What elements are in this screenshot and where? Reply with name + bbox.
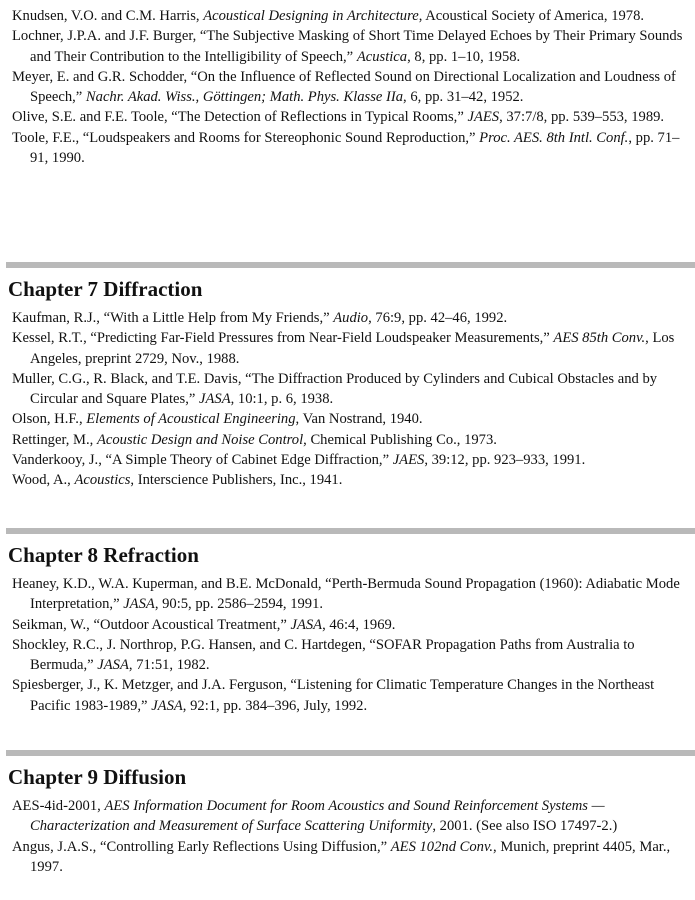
reference-title-italic: Acoustics <box>74 472 131 489</box>
reference-text: , Chemical Publishing Co., 1973. <box>303 431 497 448</box>
reference-text: , 37:7/8, pp. 539–553, 1989. <box>499 109 665 126</box>
references-continued <box>0 6 695 168</box>
reference-title-italic: JAES <box>392 452 425 469</box>
reference-text: Kaufman, R.J., “With a Little Help from My Friends,” <box>12 310 334 326</box>
reference-text: , 71:51, 1982. <box>128 657 210 674</box>
reference-title-italic: AES 85th Conv. <box>553 330 646 347</box>
chapter-7-section <box>0 276 695 491</box>
reference-text: , 92:1, pp. 384–396, July, 1992. <box>182 697 368 714</box>
reference-entry <box>6 67 691 108</box>
reference-title-italic: JASA <box>123 596 155 613</box>
reference-title-italic: Acoustic Design and Noise Control <box>96 431 304 448</box>
reference-entry <box>6 615 691 635</box>
chapter-9-heading: Chapter 9 Diffusion <box>8 765 187 789</box>
reference-entry <box>6 328 691 369</box>
reference-title-italic: AES Information Document for Room Acoustics and Sound Reinforcement Systems —Characterization and Measurement of Surface Scattering Uniformity <box>30 798 605 835</box>
reference-title-italic: JASA <box>290 616 323 633</box>
reference-text: , 10:1, p. 6, 1938. <box>230 391 334 408</box>
reference-text: , 2001. (See also ISO 17497-2.) <box>432 818 618 835</box>
reference-title-italic: AES 102nd Conv. <box>390 838 494 855</box>
reference-entry <box>6 574 691 615</box>
reference-title-italic: Audio <box>333 310 369 326</box>
reference-text: AES-4id-2001, <box>12 798 105 814</box>
reference-text: Muller, C.G., R. Black, and T.E. Davis, “The Diffraction Produced by Cylinders and Cubical Obstacles and by Circular and Square Plates,” <box>12 370 658 408</box>
reference-entry <box>6 6 691 26</box>
chapter-8-heading: Chapter 8 Refraction <box>8 543 199 567</box>
reference-title-italic: Acustica <box>356 48 408 65</box>
reference-entry <box>6 107 691 127</box>
chapter-9-section <box>0 764 695 877</box>
reference-text: Toole, F.E., “Loudspeakers and Rooms for Stereophonic Sound Reproduction,” <box>12 129 480 146</box>
reference-text: Seikman, W., “Outdoor Acoustical Treatment,” <box>12 616 291 633</box>
section-divider <box>6 262 695 268</box>
reference-text: Shockley, R.C., J. Northrop, P.G. Hansen, and C. Hartdegen, “SOFAR Propagation Paths from Australia to Bermuda,” <box>12 636 635 674</box>
reference-entry <box>6 675 691 716</box>
reference-text: Olson, H.F., <box>12 411 87 428</box>
reference-entry <box>6 26 691 67</box>
reference-entry <box>6 837 691 878</box>
reference-title-italic: Acoustical Designing in Architecture <box>203 8 419 24</box>
reference-entry <box>6 450 691 470</box>
reference-list <box>0 574 695 716</box>
reference-text: Angus, J.A.S., “Controlling Early Reflections Using Diffusion,” <box>12 838 391 855</box>
reference-text: Meyer, E. and G.R. Schodder, “On the Influence of Reflected Sound on Directional Localization and Loudness of Speech,” <box>12 68 676 106</box>
reference-entry <box>6 796 691 837</box>
reference-title-italic: JASA <box>199 391 231 408</box>
reference-entry <box>6 635 691 676</box>
reference-text: , Acoustical Society of America, 1978. <box>418 8 645 24</box>
reference-text: , 76:9, pp. 42–46, 1992. <box>368 310 508 326</box>
chapter-7-heading: Chapter 7 Diffraction <box>8 277 203 301</box>
reference-entry <box>6 430 691 450</box>
reference-entry <box>6 128 691 169</box>
reference-text: Olive, S.E. and F.E. Toole, “The Detection of Reflections in Typical Rooms,” <box>12 109 468 126</box>
section-divider <box>6 750 695 756</box>
reference-entry <box>6 409 691 429</box>
reference-text: , Los Angeles, preprint 2729, Nov., 1988. <box>30 330 675 367</box>
chapter-8-section <box>0 542 695 716</box>
reference-text: , 6, pp. 31–42, 1952. <box>403 89 524 106</box>
section-divider <box>6 528 695 534</box>
reference-text: Lochner, J.P.A. and J.F. Burger, “The Subjective Masking of Short Time Delayed Echoes by Their Primary Sounds and Their Contribution to the Intelligibility of Speech,” <box>12 28 683 65</box>
reference-text: , Munich, preprint 4405, Mar., 1997. <box>30 838 671 875</box>
reference-title-italic: JASA <box>97 657 129 674</box>
reference-title-italic: JASA <box>151 697 183 714</box>
reference-text: , 39:12, pp. 923–933, 1991. <box>424 452 586 469</box>
reference-text: , 8, pp. 1–10, 1958. <box>407 48 521 65</box>
reference-entry <box>6 369 691 410</box>
reference-entry <box>6 308 691 328</box>
reference-title-italic: Nachr. Akad. Wiss., Göttingen; Math. Phys. Klasse IIa <box>85 89 404 106</box>
reference-entry <box>6 470 691 490</box>
reference-title-italic: Elements of Acoustical Engineering <box>86 411 296 428</box>
reference-list <box>0 6 695 168</box>
reference-title-italic: JAES <box>467 109 500 126</box>
reference-text: Wood, A., <box>12 472 75 489</box>
reference-text: , Van Nostrand, 1940. <box>295 411 423 428</box>
reference-text: Vanderkooy, J., “A Simple Theory of Cabinet Edge Diffraction,” <box>12 452 393 469</box>
reference-text: , 90:5, pp. 2586–2594, 1991. <box>154 596 324 613</box>
reference-text: Heaney, K.D., W.A. Kuperman, and B.E. McDonald, “Perth-Bermuda Sound Propagation (1960): Adiabatic Mode Interpretation,” <box>12 576 680 613</box>
reference-text: Kessel, R.T., “Predicting Far-Field Pressures from Near-Field Loudspeaker Measurements,” <box>12 330 554 347</box>
reference-title-italic: Proc. AES. 8th Intl. Conf. <box>479 129 629 146</box>
reference-text: Spiesberger, J., K. Metzger, and J.A. Ferguson, “Listening for Climatic Temperature Changes in the Northeast Pacific 1983-1989,” <box>12 677 655 714</box>
reference-list <box>0 796 695 877</box>
reference-text: , Interscience Publishers, Inc., 1941. <box>130 472 343 489</box>
reference-list <box>0 308 695 491</box>
reference-text: , pp. 71–91, 1990. <box>30 129 680 167</box>
reference-text: Rettinger, M., <box>12 431 97 448</box>
reference-text: , 46:4, 1969. <box>322 616 396 633</box>
reference-text: Knudsen, V.O. and C.M. Harris, <box>12 8 204 24</box>
